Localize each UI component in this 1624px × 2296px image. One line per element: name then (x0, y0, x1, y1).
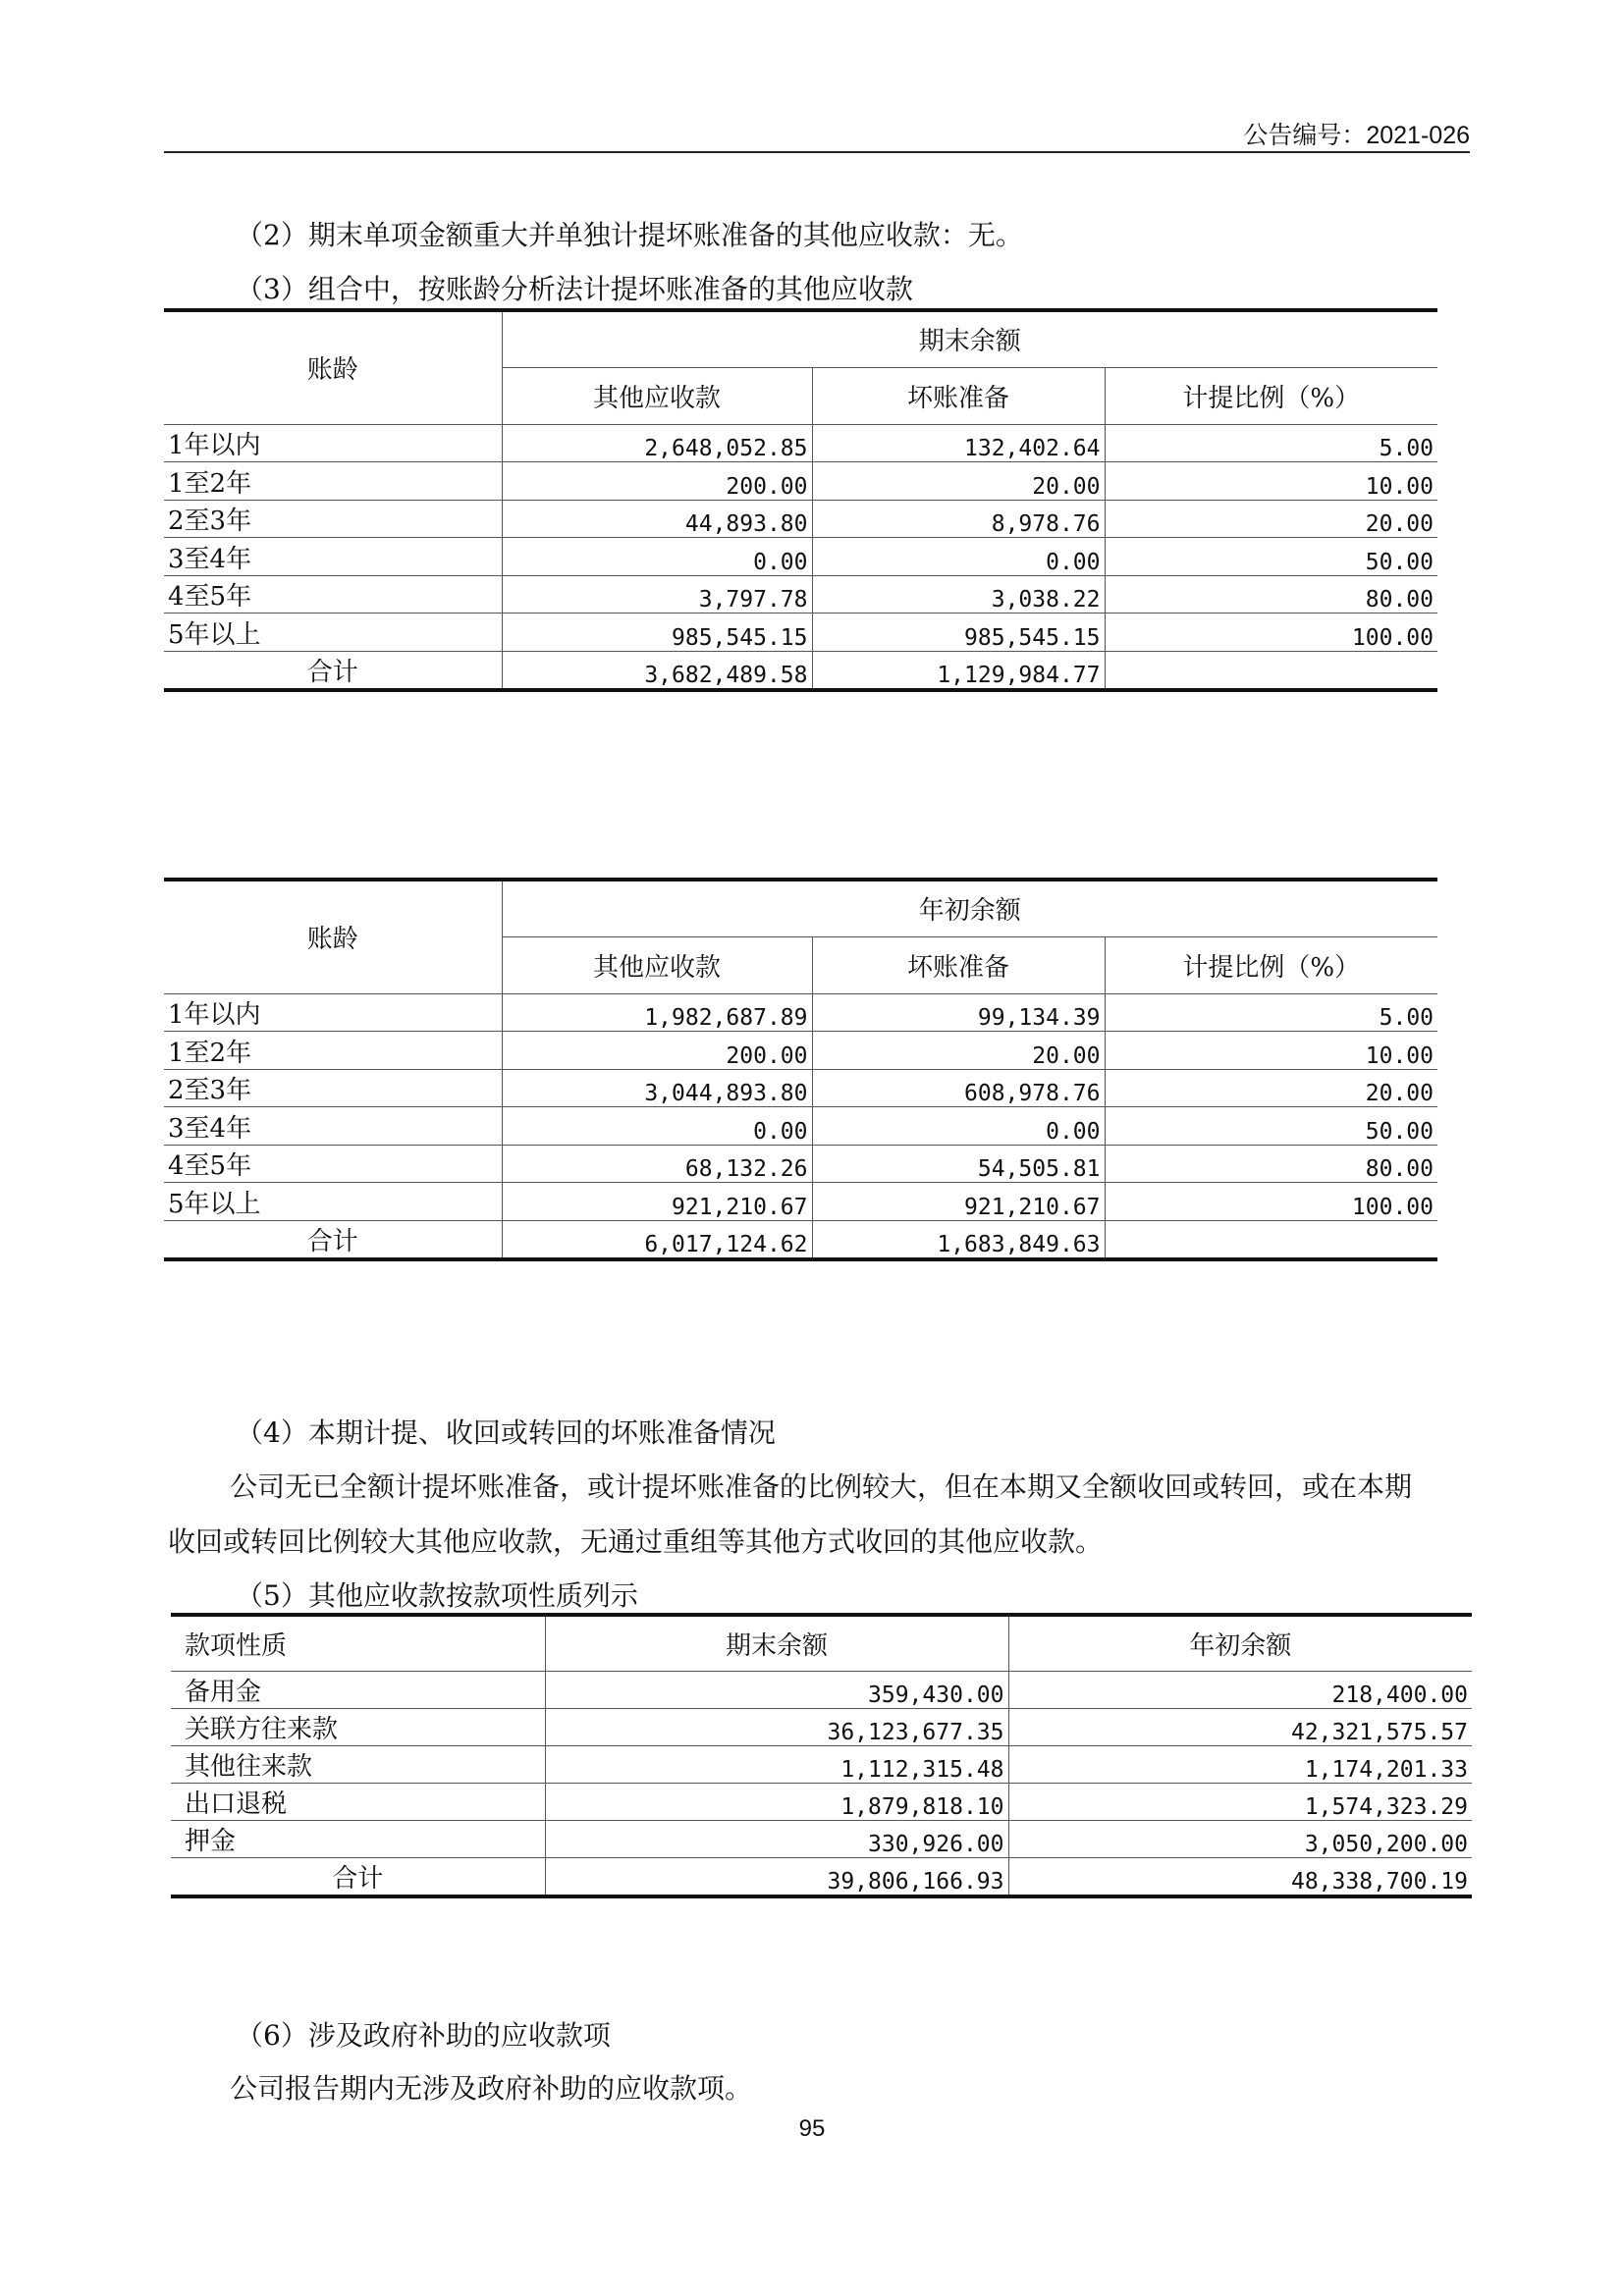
cell-total-other-receivables: 6,017,124.62 (502, 1220, 812, 1259)
cell-other-receivables: 3,044,893.80 (502, 1069, 812, 1107)
col-header-age: 账龄 (164, 310, 502, 424)
col-header-ratio: 计提比例（%） (1105, 936, 1437, 993)
cell-bad-debt: 985,545.15 (812, 614, 1105, 652)
cell-ratio: 80.00 (1105, 575, 1437, 614)
cell-ratio: 10.00 (1105, 1032, 1437, 1070)
cell-total-ratio (1105, 651, 1437, 690)
col-header-bad-debt: 坏账准备 (812, 936, 1105, 993)
cell-age: 3至4年 (164, 538, 502, 576)
table-row (164, 424, 1437, 462)
section-6-paragraph: 公司报告期内无涉及政府补助的应收款项。 (230, 2072, 753, 2105)
cell-bad-debt: 20.00 (812, 462, 1105, 501)
cell-total-bad-debt: 1,683,849.63 (812, 1220, 1105, 1259)
cell-total-label: 合计 (164, 651, 502, 690)
table-row (171, 1820, 1472, 1857)
table-row (171, 1708, 1472, 1745)
cell-age: 1年以内 (164, 993, 502, 1032)
total-row (164, 1220, 1437, 1259)
cell-other-receivables: 3,797.78 (502, 575, 812, 614)
cell-age: 1年以内 (164, 424, 502, 462)
cell-nature: 出口退税 (171, 1783, 545, 1820)
cell-ratio: 20.00 (1105, 1069, 1437, 1107)
cell-other-receivables: 1,982,687.89 (502, 993, 812, 1032)
section-6-heading: （6）涉及政府补助的应收款项 (236, 2019, 611, 2052)
cell-period-end: 330,926.00 (545, 1820, 1008, 1857)
cell-total-year-begin: 48,338,700.19 (1008, 1857, 1472, 1896)
table-row (164, 1183, 1437, 1221)
cell-other-receivables: 200.00 (502, 462, 812, 501)
table-row (164, 462, 1437, 501)
cell-age: 3至4年 (164, 1107, 502, 1146)
cell-age: 5年以上 (164, 614, 502, 652)
document-number: 公告编号：2021-026 (1243, 122, 1470, 149)
nature-table (171, 1613, 1472, 1898)
table-body (164, 993, 1437, 1259)
cell-bad-debt: 608,978.76 (812, 1069, 1105, 1107)
cell-nature: 备用金 (171, 1671, 545, 1708)
table-row (164, 1107, 1437, 1146)
section-5-heading: （5）其他应收款按款项性质列示 (236, 1579, 638, 1612)
col-header-other-receivables: 其他应收款 (502, 936, 812, 993)
cell-period-end: 359,430.00 (545, 1671, 1008, 1708)
cell-ratio: 100.00 (1105, 1183, 1437, 1221)
cell-ratio: 10.00 (1105, 462, 1437, 501)
cell-year-begin: 1,174,201.33 (1008, 1745, 1472, 1783)
cell-age: 2至3年 (164, 1069, 502, 1107)
cell-age: 1至2年 (164, 1032, 502, 1070)
total-row (171, 1857, 1472, 1896)
table-body (171, 1671, 1472, 1896)
cell-total-ratio (1105, 1220, 1437, 1259)
cell-year-begin: 218,400.00 (1008, 1671, 1472, 1708)
cell-ratio: 100.00 (1105, 614, 1437, 652)
header-divider (164, 151, 1470, 153)
cell-year-begin: 42,321,575.57 (1008, 1708, 1472, 1745)
aging-table-year-begin (164, 878, 1437, 1261)
cell-ratio: 50.00 (1105, 538, 1437, 576)
cell-period-end: 1,879,818.10 (545, 1783, 1008, 1820)
table-row (164, 1069, 1437, 1107)
table-row (171, 1745, 1472, 1783)
cell-period-end: 36,123,677.35 (545, 1708, 1008, 1745)
col-header-year-begin: 年初余额 (1189, 1630, 1292, 1661)
section-2-heading: （2）期末单项金额重大并单独计提坏账准备的其他应收款：无。 (236, 219, 1023, 251)
cell-bad-debt: 132,402.64 (812, 424, 1105, 462)
table-row (164, 1032, 1437, 1070)
cell-total-other-receivables: 3,682,489.58 (502, 651, 812, 690)
cell-age: 2至3年 (164, 500, 502, 538)
page-number: 95 (798, 2115, 826, 2142)
cell-total-label: 合计 (171, 1857, 545, 1896)
cell-ratio: 80.00 (1105, 1145, 1437, 1183)
cell-age: 4至5年 (164, 1145, 502, 1183)
table-row (164, 614, 1437, 652)
col-header-period-end: 期末余额 (545, 1615, 1008, 1671)
cell-nature: 押金 (171, 1820, 545, 1857)
cell-nature: 其他往来款 (171, 1745, 545, 1783)
cell-other-receivables: 2,648,052.85 (502, 424, 812, 462)
cell-period-end: 1,112,315.48 (545, 1745, 1008, 1783)
cell-total-bad-debt: 1,129,984.77 (812, 651, 1105, 690)
section-3-heading: （3）组合中，按账龄分析法计提坏账准备的其他应收款 (236, 273, 913, 305)
cell-other-receivables: 44,893.80 (502, 500, 812, 538)
cell-age: 1至2年 (164, 462, 502, 501)
table-row (164, 1145, 1437, 1183)
cell-bad-debt: 3,038.22 (812, 575, 1105, 614)
cell-year-begin: 1,574,323.29 (1008, 1783, 1472, 1820)
cell-age: 5年以上 (164, 1183, 502, 1221)
cell-other-receivables: 985,545.15 (502, 614, 812, 652)
aging-table-period-end (164, 308, 1437, 692)
section-4-heading: （4）本期计提、收回或转回的坏账准备情况 (236, 1416, 776, 1449)
cell-bad-debt: 20.00 (812, 1032, 1105, 1070)
col-group-period-end: 期末余额 (918, 327, 1021, 357)
cell-nature: 关联方往来款 (171, 1708, 545, 1745)
cell-total-label: 合计 (164, 1220, 502, 1259)
cell-bad-debt: 8,978.76 (812, 500, 1105, 538)
cell-other-receivables: 200.00 (502, 1032, 812, 1070)
col-header-ratio: 计提比例（%） (1105, 367, 1437, 424)
cell-age: 4至5年 (164, 575, 502, 614)
cell-ratio: 5.00 (1105, 424, 1437, 462)
col-header-age: 账龄 (164, 880, 502, 993)
table-body (164, 424, 1437, 690)
cell-ratio: 20.00 (1105, 500, 1437, 538)
cell-other-receivables: 0.00 (502, 1107, 812, 1146)
cell-bad-debt: 0.00 (812, 1107, 1105, 1146)
col-group-year-begin: 年初余额 (918, 896, 1021, 927)
cell-bad-debt: 99,134.39 (812, 993, 1105, 1032)
cell-bad-debt: 921,210.67 (812, 1183, 1105, 1221)
col-header-bad-debt: 坏账准备 (812, 367, 1105, 424)
section-4-paragraph-line2: 收回或转回比例较大其他应收款，无通过重组等其他方式收回的其他应收款。 (168, 1525, 1104, 1558)
cell-bad-debt: 54,505.81 (812, 1145, 1105, 1183)
table-row (171, 1671, 1472, 1708)
col-header-nature: 款项性质 (171, 1615, 545, 1671)
table-row (164, 575, 1437, 614)
cell-total-period-end: 39,806,166.93 (545, 1857, 1008, 1896)
cell-ratio: 50.00 (1105, 1107, 1437, 1146)
table-row (164, 538, 1437, 576)
cell-other-receivables: 0.00 (502, 538, 812, 576)
table-row (164, 500, 1437, 538)
cell-ratio: 5.00 (1105, 993, 1437, 1032)
cell-bad-debt: 0.00 (812, 538, 1105, 576)
table-row (164, 993, 1437, 1032)
cell-other-receivables: 68,132.26 (502, 1145, 812, 1183)
table-row (171, 1783, 1472, 1820)
total-row (164, 651, 1437, 690)
cell-year-begin: 3,050,200.00 (1008, 1820, 1472, 1857)
cell-other-receivables: 921,210.67 (502, 1183, 812, 1221)
col-header-other-receivables: 其他应收款 (502, 367, 812, 424)
section-4-paragraph-line1: 公司无已全额计提坏账准备，或计提坏账准备的比例较大，但在本期又全额收回或转回，或在本期 (230, 1470, 1413, 1503)
